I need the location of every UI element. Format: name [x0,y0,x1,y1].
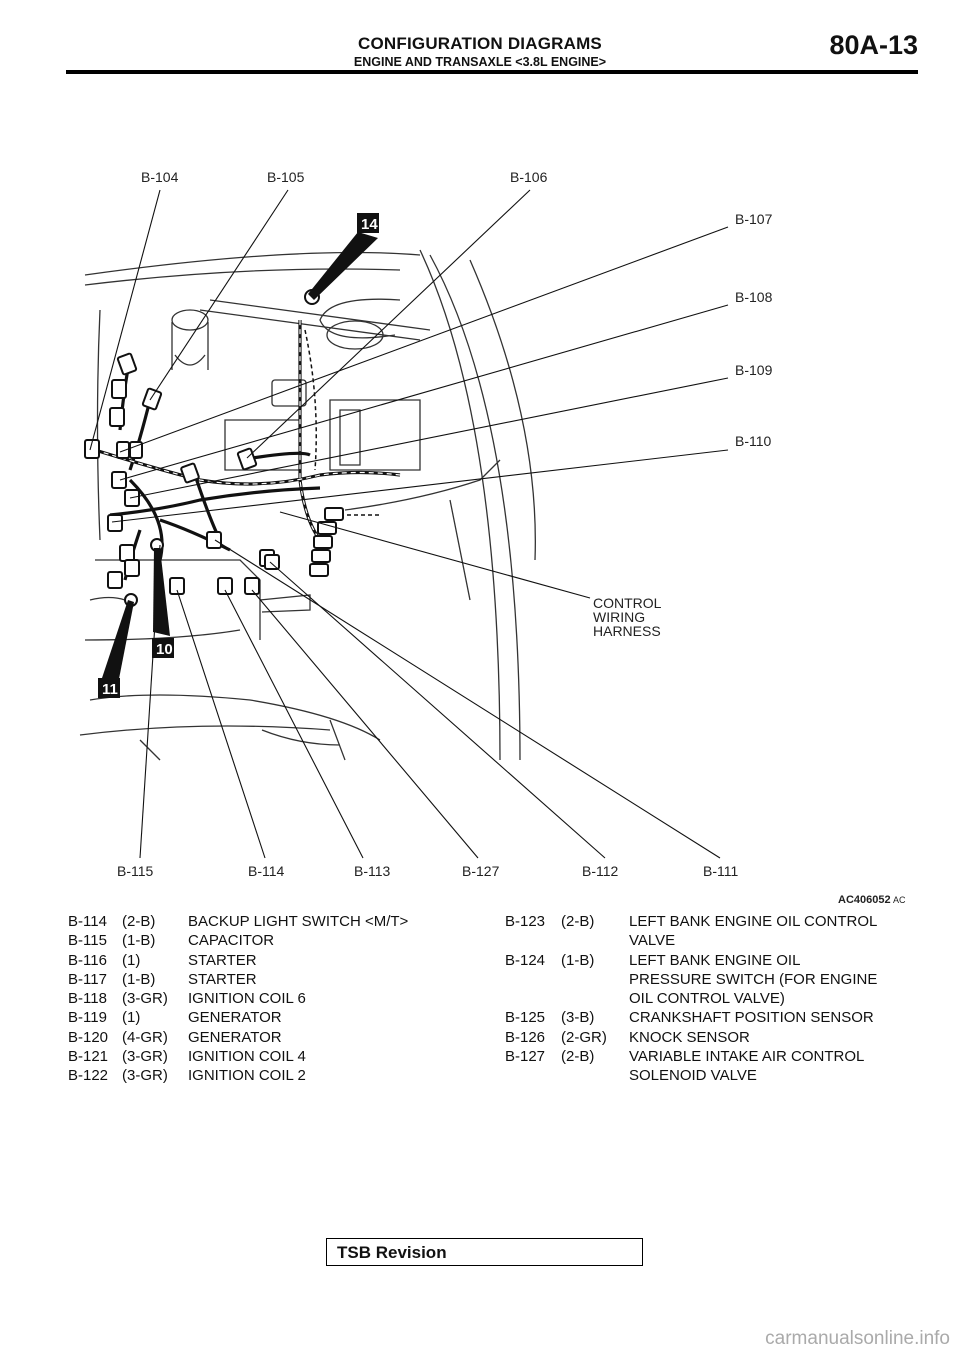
legend-row [68,989,468,1008]
figure-ref: AC406052 [838,894,891,906]
callout-11 [98,678,120,698]
legend-row [68,931,468,950]
label-b106: B-106 [510,169,548,185]
legend-row [68,1028,468,1047]
component-name: LEFT BANK ENGINE OIL CONTROL [629,913,878,930]
connectors [85,290,343,606]
connector-code: B-125 [505,1009,546,1027]
connector-type: (2-B) [561,913,595,930]
label-harness-2: WIRING [593,609,646,625]
legend-row [68,951,468,970]
callout-10-label: 10 [156,641,173,658]
connector-type: (1) [122,1009,141,1027]
section-title: CONFIGURATION DIAGRAMS [358,34,602,53]
callout-14 [357,213,379,233]
connector-code: B-118 [68,990,107,1008]
connector-type: (3-GR) [122,990,168,1008]
label-b108: B-108 [735,289,773,305]
label-b105: B-105 [267,169,305,185]
label-b114: B-114 [248,863,285,879]
callout-10 [152,638,174,658]
component-name: VALVE [629,932,676,950]
connector-code: B-123 [505,913,546,930]
tsb-revision-box: TSB Revision [326,1238,643,1266]
legend-row [68,1008,468,1027]
connector-legend-left [68,912,468,1086]
component-name: STARTER [188,970,257,988]
label-harness-1: CONTROL [593,595,662,611]
connector-code [505,1066,561,1085]
label-b109: B-109 [735,362,773,378]
connector-code: B-117 [68,970,107,988]
component-name: OIL CONTROL VALVE) [629,990,785,1008]
connector-code: B-114 [68,913,107,930]
connector-type: (1) [122,951,141,969]
component-name: GENERATOR [188,1009,282,1027]
label-b112: B-112 [582,863,619,879]
connector-type: (3-GR) [122,1067,168,1085]
legend-row [68,1066,468,1085]
legend-row [505,1047,925,1066]
legend-row [505,931,925,950]
component-name: IGNITION COIL 2 [188,1067,306,1085]
component-name: LEFT BANK ENGINE OIL [629,951,801,969]
section-subtitle: ENGINE AND TRANSAXLE <3.8L ENGINE> [353,55,607,69]
header-rule [66,70,918,74]
component-name: CAPACITOR [188,932,275,950]
watermark: carmanualsonline.info [765,1328,950,1349]
callout-11-label: 11 [102,681,118,698]
connector-code: B-127 [505,1048,546,1066]
connector-code: B-115 [68,932,107,950]
connector-type: (1-B) [122,932,156,950]
connector-legend-right [505,912,925,1086]
legend-row [505,912,925,931]
engine-wiring-diagram [0,150,960,910]
connector-type: (4-GR) [122,1028,168,1046]
legend-row [505,1028,925,1047]
connector-type [561,970,629,989]
connector-type: (2-B) [561,1048,595,1066]
connector-type [561,931,629,950]
connector-code [505,989,561,1008]
leader-lines [90,190,728,858]
component-name: KNOCK SENSOR [629,1028,750,1046]
connector-type [561,989,629,1008]
component-name: GENERATOR [188,1028,282,1046]
connector-type: (3-GR) [122,1048,168,1066]
legend-row [505,1008,925,1027]
legend-row [505,951,925,970]
callout-14-label: 14 [361,216,378,233]
legend-row [505,970,925,989]
component-name: VARIABLE INTAKE AIR CONTROL [629,1048,865,1066]
figure-ref-suffix: AC [893,895,906,905]
component-name: STARTER [188,951,257,969]
label-b115: B-115 [117,863,154,879]
connector-type: (2-GR) [561,1028,607,1046]
label-b113: B-113 [354,863,391,879]
label-b104: B-104 [141,169,179,185]
label-b111: B-111 [703,863,739,879]
connector-code: B-122 [68,1067,109,1085]
page-number: 80A-13 [829,30,918,60]
connector-code [505,970,561,989]
connector-code: B-116 [68,951,107,969]
connector-code: B-120 [68,1028,109,1046]
connector-type: (2-B) [122,913,156,930]
connector-code: B-119 [68,1009,107,1027]
connector-type: (1-B) [561,951,595,969]
component-name: IGNITION COIL 4 [188,1048,306,1066]
connector-code: B-121 [68,1048,109,1066]
label-b110: B-110 [735,433,772,449]
connector-code: B-126 [505,1028,546,1046]
legend-row [68,1047,468,1066]
legend-row [505,1066,925,1085]
connector-type: (1-B) [122,970,156,988]
component-name: BACKUP LIGHT SWITCH <M/T> [188,913,409,930]
legend-row [68,912,468,931]
connector-code [505,931,561,950]
component-name: PRESSURE SWITCH (FOR ENGINE [629,970,878,988]
label-b127: B-127 [462,863,500,879]
legend-row [505,989,925,1008]
legend-row [68,970,468,989]
component-name: CRANKSHAFT POSITION SENSOR [629,1009,874,1027]
connector-type [561,1066,629,1085]
component-name: IGNITION COIL 6 [188,990,306,1008]
label-b107: B-107 [735,211,773,227]
connector-type: (3-B) [561,1009,595,1027]
label-harness-3: HARNESS [593,623,661,639]
connector-code: B-124 [505,951,546,969]
component-name: SOLENOID VALVE [629,1067,757,1085]
